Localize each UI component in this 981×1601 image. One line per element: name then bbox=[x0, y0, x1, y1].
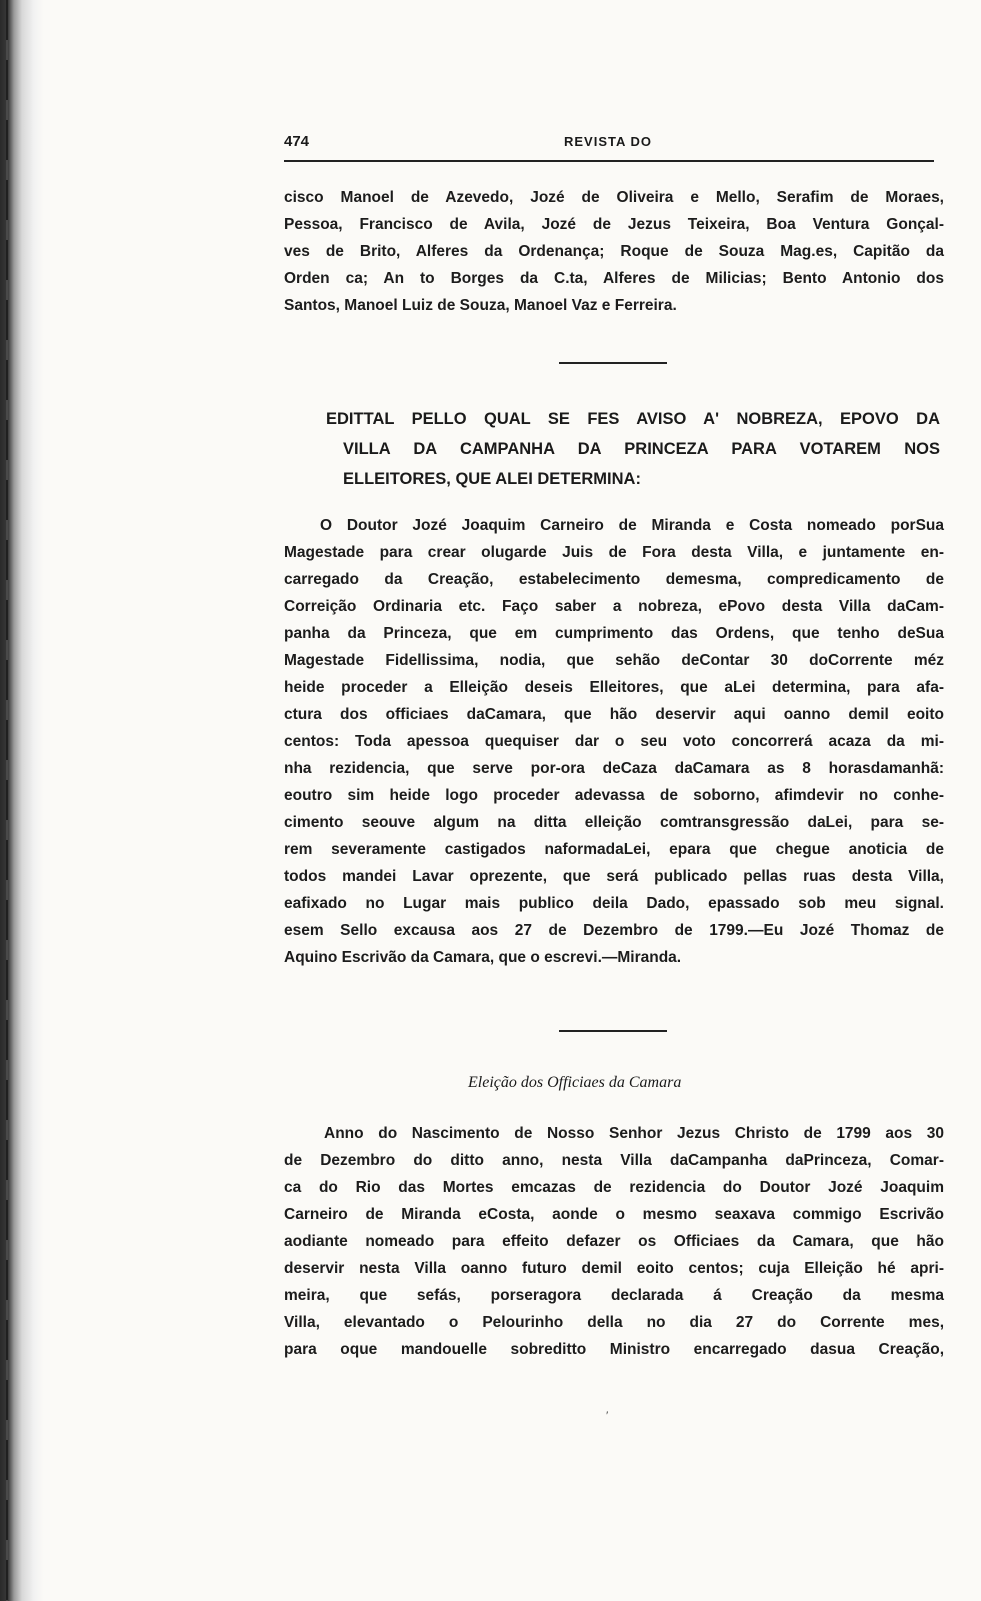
text-line: heide proceder a Elleição deseis Elleitores, que aLei determina, para afa- bbox=[284, 679, 944, 696]
text-line: Magestade para crear olugarde Juis de Fora desta Villa, e juntamente en- bbox=[284, 544, 944, 561]
edict-title-line: ELLEITORES, QUE ALEI DETERMINA: bbox=[343, 470, 641, 488]
text-line: cimento seouve algum na ditta elleição comtransgressão daLei, para se- bbox=[284, 814, 944, 831]
text-line: Magestade Fidellissima, nodia, que sehão deContar 30 doCorrente méz bbox=[284, 652, 944, 669]
text-line: O Doutor Jozé Joaquim Carneiro de Miranda e Costa nomeado porSua bbox=[320, 517, 944, 534]
section-separator bbox=[559, 362, 667, 364]
text-line: meira, que sefás, porseragora declarada á Creação da mesma bbox=[284, 1287, 944, 1304]
text-line: Aquino Escrivão da Camara, que o escrevi.—Miranda. bbox=[284, 949, 682, 966]
stray-ink-mark: ′ bbox=[606, 1408, 609, 1422]
text-line: deservir nesta Villa oanno futuro demil eoito centos; cuja Elleição hé apri- bbox=[284, 1260, 944, 1277]
edict-title-line: EDITTAL PELLO QUAL SE FES AVISO A' NOBREZA, EPOVO DA bbox=[326, 410, 940, 428]
text-line: panha da Princeza, que em cumprimento das Ordens, que tenho deSua bbox=[284, 625, 944, 642]
section-title: Eleição dos Officiaes da Camara bbox=[468, 1074, 682, 1091]
text-line: ca do Rio das Mortes emcazas de rezidencia do Doutor Jozé Joaquim bbox=[284, 1179, 944, 1196]
text-line: Villa, elevantado o Pelourinho della no dia 27 do Corrente mes, bbox=[284, 1314, 944, 1331]
text-line: eoutro sim heide logo proceder adevassa de soborno, afimdevir no conhe- bbox=[284, 787, 944, 804]
text-line: esem Sello excausa aos 27 de Dezembro de 1799.—Eu Jozé Thomaz de bbox=[284, 922, 944, 939]
text-line: ves de Brito, Alferes da Ordenança; Roque de Souza Mag.es, Capitão da bbox=[284, 243, 944, 260]
header-rule bbox=[284, 160, 934, 162]
paragraph-3 bbox=[284, 1120, 944, 1363]
page-header bbox=[284, 133, 934, 153]
text-line: ctura dos officiaes daCamara, que hão deservir aqui oanno demil eoito bbox=[284, 706, 944, 723]
paragraph-1 bbox=[284, 184, 944, 319]
text-line: cisco Manoel de Azevedo, Jozé de Oliveira e Mello, Serafim de Moraes, bbox=[284, 189, 944, 206]
text-line: para oque mandouelle sobreditto Ministro encarregado dasua Creação, bbox=[284, 1341, 944, 1358]
text-line: Santos, Manoel Luiz de Souza, Manoel Vaz e Ferreira. bbox=[284, 297, 677, 314]
section-separator bbox=[559, 1030, 667, 1032]
edict-title-line: VILLA DA CAMPANHA DA PRINCEZA PARA VOTAREM NOS bbox=[343, 440, 940, 458]
text-line: nha rezidencia, que serve por-ora deCaza daCamara as 8 horasdamanhã: bbox=[284, 760, 944, 777]
text-line: carregado da Creação, estabelecimento demesma, compredicamento de bbox=[284, 571, 944, 588]
edict-title bbox=[326, 404, 940, 494]
text-line: Pessoa, Francisco de Avila, Jozé de Jezus Teixeira, Boa Ventura Gonçal- bbox=[284, 216, 944, 233]
text-line: Correição Ordinaria etc. Faço saber a nobreza, ePovo desta Villa daCam- bbox=[284, 598, 944, 615]
text-line: aodiante nomeado para effeito defazer os Officiaes da Camara, que hão bbox=[284, 1233, 944, 1250]
text-line: Carneiro de Miranda eCosta, aonde o mesmo seaxava commigo Escrivão bbox=[284, 1206, 944, 1223]
text-line: Orden ca; An to Borges da C.ta, Alferes de Milicias; Bento Antonio dos bbox=[284, 270, 944, 287]
text-line: centos: Toda apessoa quequiser dar o seu voto concorrerá acaza da mi- bbox=[284, 733, 944, 750]
text-line: todos mandei Lavar oprezente, que será publicado pellas ruas desta Villa, bbox=[284, 868, 944, 885]
text-line: de Dezembro do ditto anno, nesta Villa daCampanha daPrinceza, Comar- bbox=[284, 1152, 944, 1169]
text-line: eafixado no Lugar mais publico deila Dado, epassado sob meu signal. bbox=[284, 895, 944, 912]
paragraph-2 bbox=[284, 512, 944, 971]
text-line: Anno do Nascimento de Nosso Senhor Jezus Christo de 1799 aos 30 bbox=[324, 1125, 944, 1142]
book-binding-edge bbox=[0, 0, 44, 1601]
text-line: rem severamente castigados naformadaLei, epara que chegue anoticia de bbox=[284, 841, 944, 858]
page-number: 474 bbox=[284, 133, 310, 150]
running-head: REVISTA DO bbox=[564, 134, 653, 149]
